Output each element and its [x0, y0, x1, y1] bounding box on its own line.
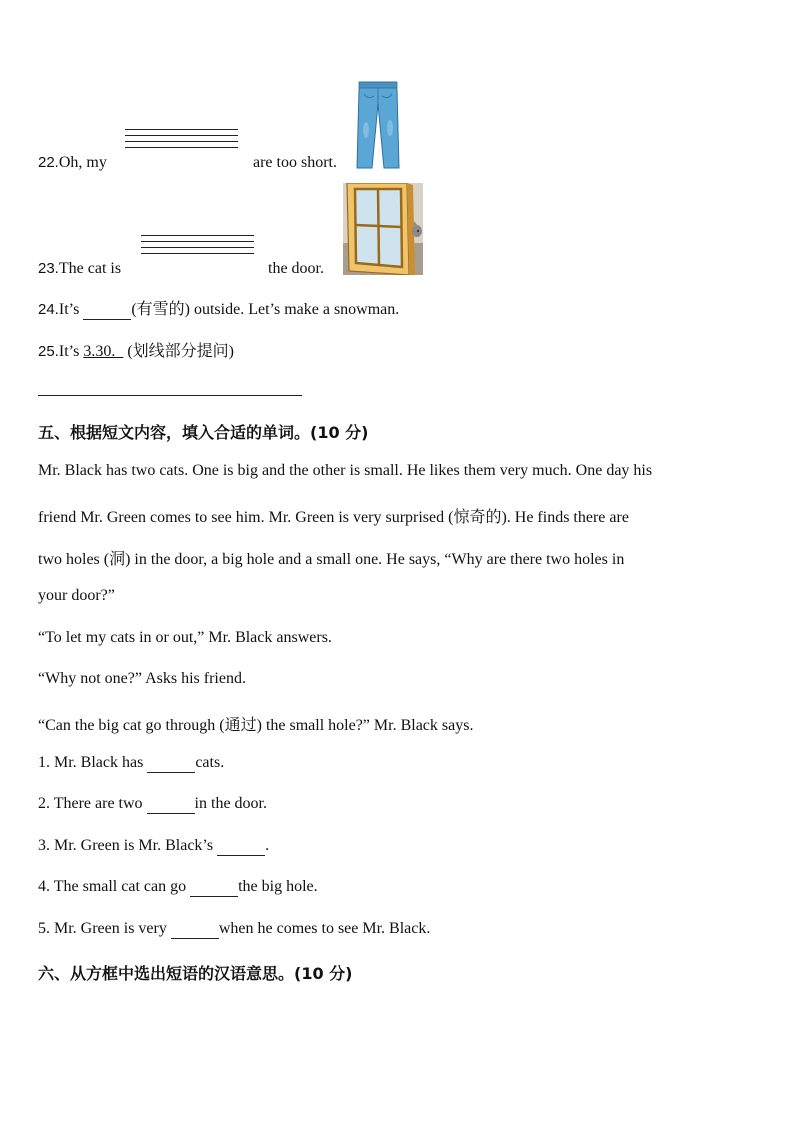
- answer-blank[interactable]: [147, 795, 195, 814]
- answer-blank[interactable]: [147, 754, 195, 773]
- question-number: 24.: [38, 301, 59, 318]
- comprehension-question-3: 3. Mr. Green is Mr. Black’s .: [38, 837, 270, 854]
- comprehension-question-2: 2. There are two in the door.: [38, 795, 267, 812]
- answer-blank[interactable]: [83, 301, 131, 320]
- answer-blank[interactable]: [190, 878, 238, 897]
- passage-line-5: “To let my cats in or out,” Mr. Black answers.: [38, 629, 332, 646]
- question-hint: (划线部分提问): [127, 343, 234, 360]
- passage-line-2: friend Mr. Green comes to see him. Mr. Green is very surprised (惊奇的). He finds there are: [38, 509, 629, 526]
- comprehension-question-5: 5. Mr. Green is very when he comes to see Mr. Black.: [38, 920, 431, 937]
- question-hint: (有雪的): [131, 301, 190, 318]
- question-text-before: It’s: [58, 301, 80, 318]
- question-number: 22.: [38, 154, 59, 171]
- question-25: [38, 338, 234, 361]
- question-text-after: outside. Let’s make a snowman.: [193, 301, 400, 318]
- question-text-before: The cat is: [58, 260, 122, 277]
- cat-behind-door-image: [343, 183, 423, 275]
- question-text-before: Oh, my: [58, 154, 107, 171]
- answer-blank[interactable]: [171, 920, 219, 939]
- question-text-after: are too short.: [253, 154, 337, 171]
- section-5-heading: 五、根据短文内容，填入合适的单词。(10 分): [38, 423, 369, 442]
- question-text-after: the door.: [268, 260, 324, 277]
- comprehension-question-1: 1. Mr. Black has cats.: [38, 754, 225, 771]
- passage-line-3: two holes (洞) in the door, a big hole and a small one. He says, “Why are there two holes in: [38, 551, 625, 568]
- answer-line[interactable]: [38, 395, 302, 396]
- passage-line-1: Mr. Black has two cats. One is big and the other is small. He likes them very much. One day his: [38, 462, 653, 479]
- section-6-heading: 六、从方框中选出短语的汉语意思。(10 分): [38, 964, 353, 983]
- passage-line-4: your door?”: [38, 587, 115, 604]
- question-text-before: It’s: [58, 343, 80, 360]
- passage-line-7: “Can the big cat go through (通过) the small hole?” Mr. Black says.: [38, 717, 474, 734]
- comprehension-question-4: 4. The small cat can go the big hole.: [38, 878, 318, 895]
- underlined-part: 3.30.: [83, 343, 116, 360]
- answer-blank[interactable]: [217, 837, 265, 856]
- passage-line-6: “Why not one?” Asks his friend.: [38, 670, 246, 687]
- answer-lines[interactable]: [141, 235, 254, 259]
- question-number: 23.: [38, 260, 59, 277]
- question-number: 25.: [38, 343, 59, 360]
- question-24: [38, 296, 399, 320]
- answer-lines[interactable]: [125, 129, 238, 153]
- jeans-image: [356, 80, 400, 172]
